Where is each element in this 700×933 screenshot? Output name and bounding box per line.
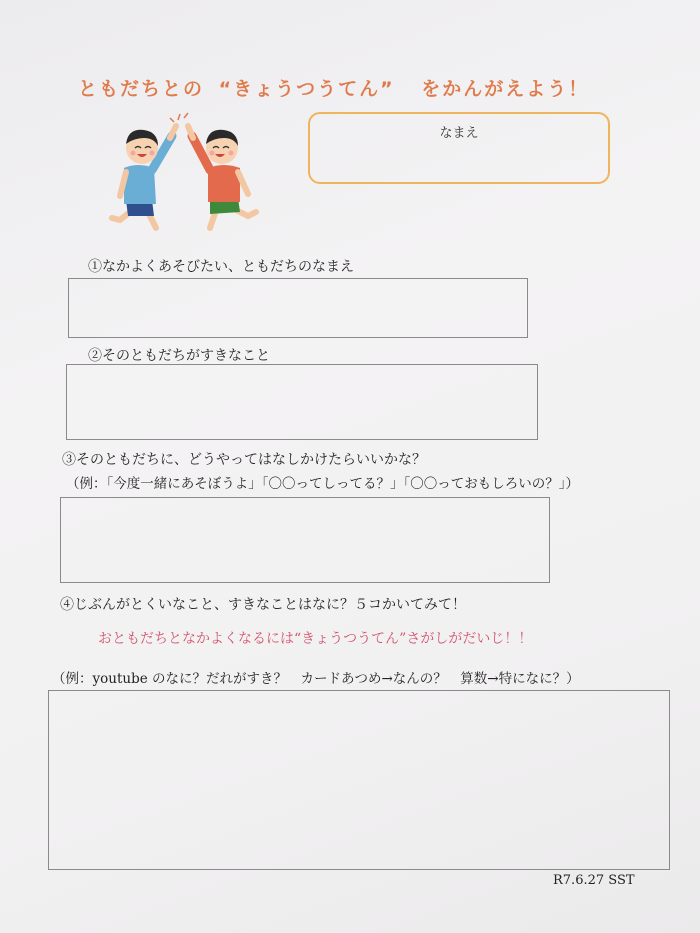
question-2-answer-box[interactable] bbox=[66, 364, 538, 440]
left-kid bbox=[112, 126, 176, 228]
two-kids-high-five-icon bbox=[98, 112, 268, 242]
title-suffix: をかんがえよう！ bbox=[421, 78, 590, 100]
question-3-label: ③そのともだちに、どうやってはなしかけたらいいかな？ bbox=[62, 452, 426, 468]
question-4-label: ④じぶんがとくいなこと、すきなことはなに？５コかいてみて！ bbox=[60, 597, 466, 613]
common-point-tip: おともだちとなかよくなるには“きょうつうてん”さがしがだいじ！！ bbox=[98, 631, 533, 647]
worksheet-title bbox=[78, 74, 618, 101]
question-1-label: ①なかよくあそびたい、ともだちのなまえ bbox=[88, 259, 354, 275]
question-1-answer-box[interactable] bbox=[68, 278, 528, 338]
title-prefix: ともだちとの bbox=[78, 78, 205, 100]
question-3-example: （例：「今度一緒にあそぼうよ」「〇〇ってしってる？」「〇〇っておもしろいの？」） bbox=[66, 476, 579, 492]
question-3-answer-box[interactable] bbox=[60, 497, 550, 583]
title-quoted: “きょうつうてん” bbox=[218, 78, 395, 100]
question-4-example: （例：youtube のなに？だれがすき？ カードあつめ→なんの？ 算数→特になに？） bbox=[52, 671, 580, 687]
name-label: なまえ bbox=[439, 126, 479, 141]
question-2-label: ②そのともだちがすきなこと bbox=[88, 348, 270, 364]
question-4-answer-box[interactable] bbox=[48, 690, 670, 870]
worksheet-footer: R7.6.27 SST bbox=[553, 873, 635, 888]
right-kid bbox=[188, 126, 256, 228]
name-field-box[interactable] bbox=[308, 112, 610, 184]
